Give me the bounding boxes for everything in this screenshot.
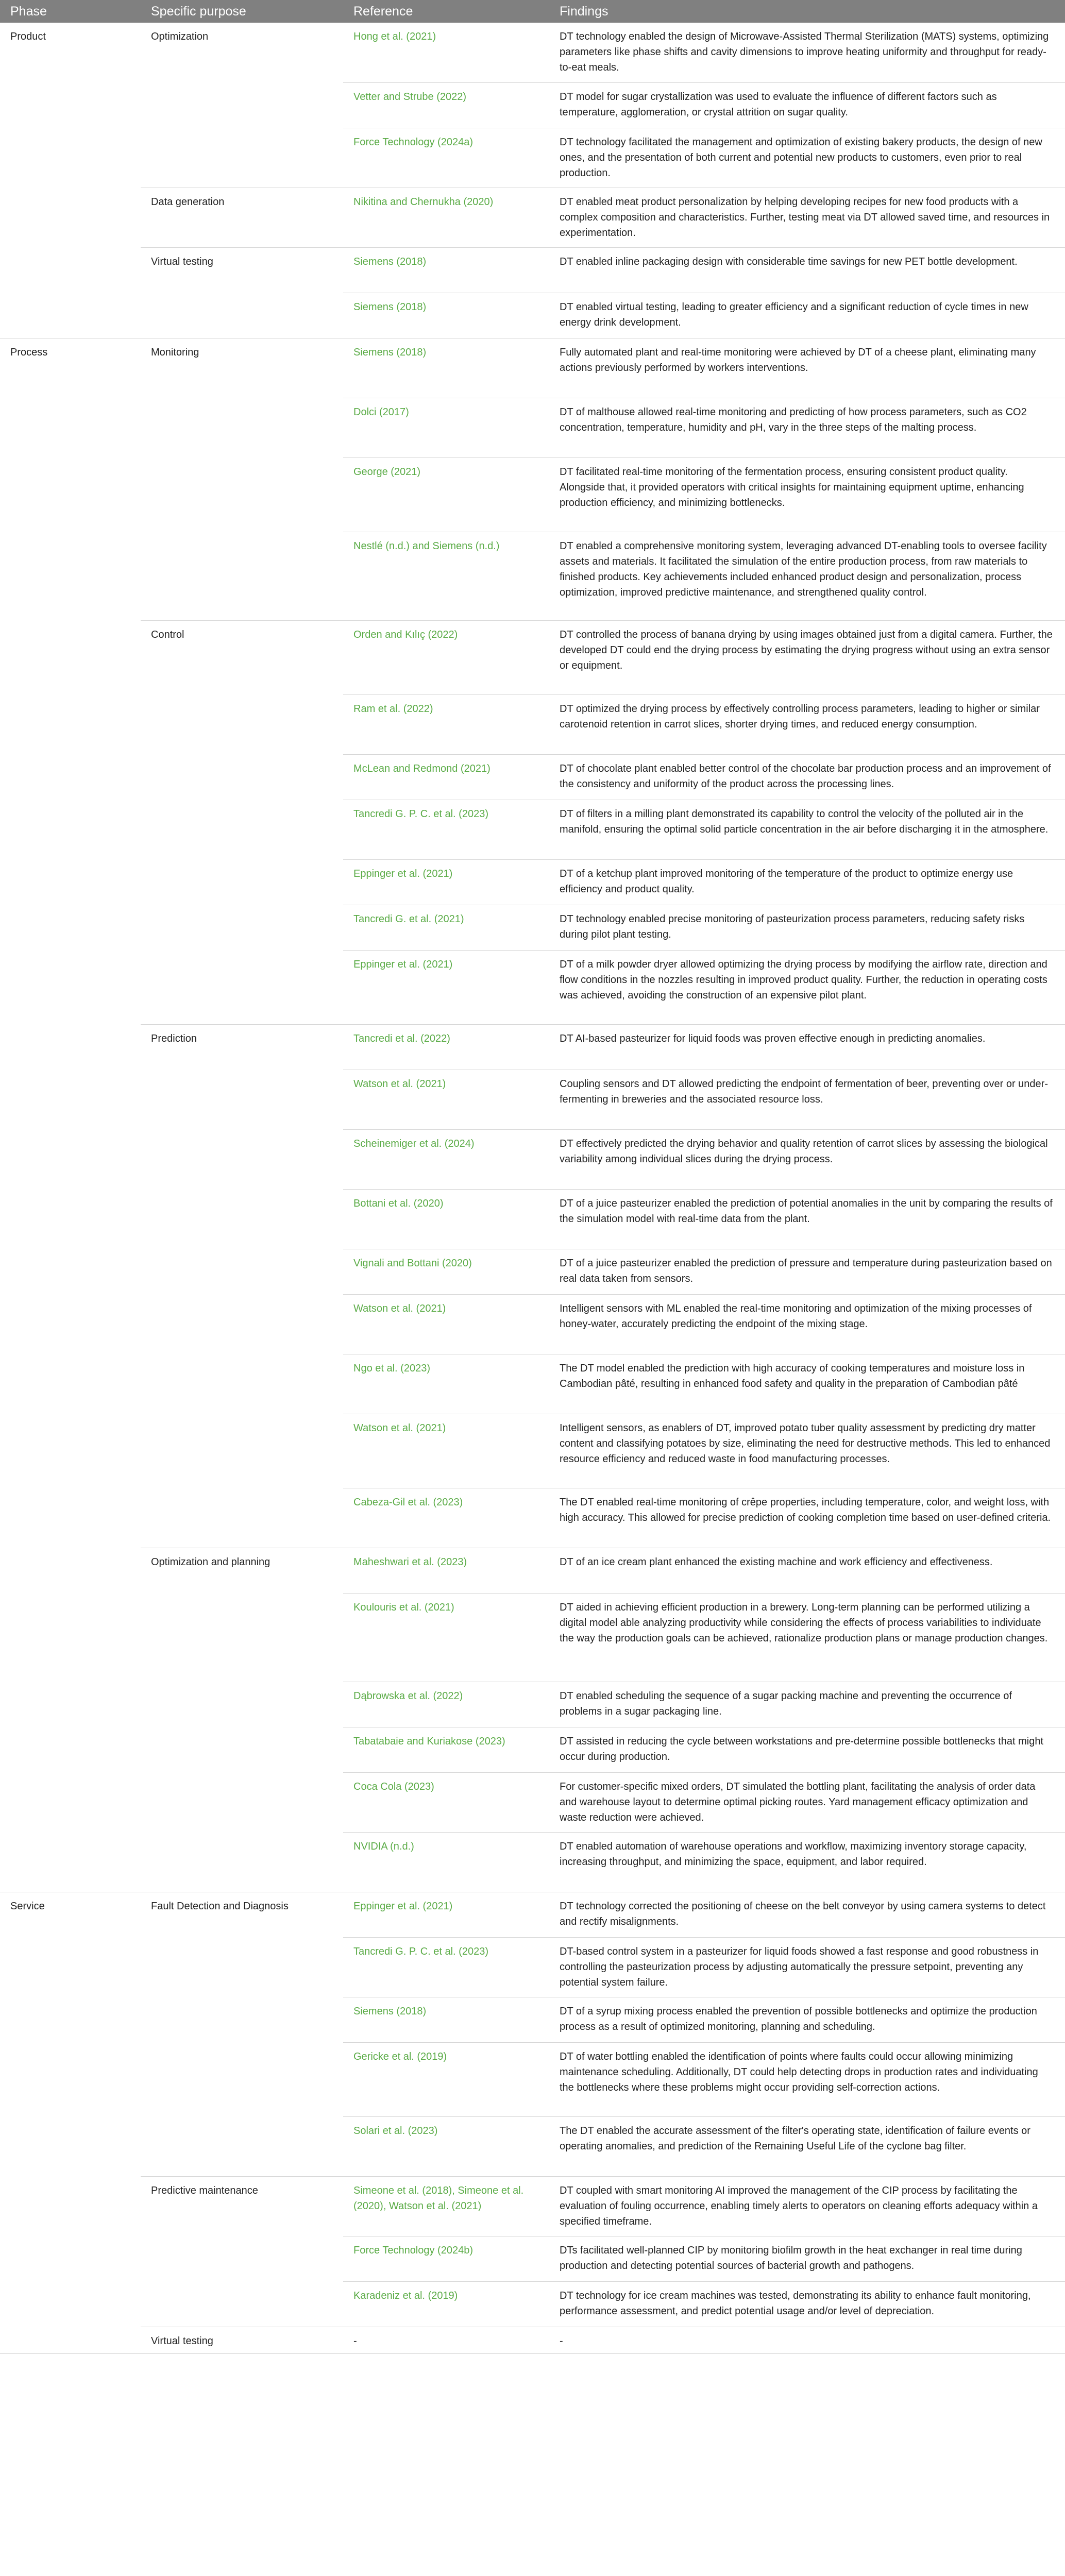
findings-cell: DT assisted in reducing the cycle between workstations and pre-determine possible bottlenecks that might occur during production. (549, 1727, 1065, 1772)
findings-cell: - (549, 2327, 1065, 2353)
findings-cell: DT optimized the drying process by effectively controlling process parameters, leading to higher or similar carotenoid retention in carrot slices, shorter drying times, and reduced energy consumption. (549, 694, 1065, 754)
reference-link[interactable]: Siemens (2018) (343, 338, 549, 398)
reference-link[interactable]: NVIDIA (n.d.) (343, 1832, 549, 1892)
findings-cell: DT enabled inline packaging design with considerable time savings for new PET bottle development. (549, 247, 1065, 293)
specific-purpose-cell: Virtual testing (141, 247, 343, 338)
table-row (0, 338, 1065, 398)
table-body (0, 23, 1065, 2353)
findings-cell: DT enabled automation of warehouse operations and workflow, maximizing inventory storage capacity, increasing throughput, and minimizing the space, equipment, and labor required. (549, 1832, 1065, 1892)
findings-cell: Intelligent sensors with ML enabled the real-time monitoring and optimization of the mixing processes of honey-water, accurately predicting the endpoint of the mixing stage. (549, 1294, 1065, 1354)
findings-cell: DT model for sugar crystallization was used to evaluate the influence of different factors such as temperature, agglomeration, or crystal attrition on sugar quality. (549, 82, 1065, 128)
specific-purpose-cell: Optimization and planning (141, 1548, 343, 1892)
reference-link[interactable]: Watson et al. (2021) (343, 1070, 549, 1129)
reference-link[interactable]: Watson et al. (2021) (343, 1294, 549, 1354)
reference-link[interactable]: Solari et al. (2023) (343, 2116, 549, 2176)
specific-purpose-cell: Optimization (141, 23, 343, 188)
header-findings: Findings (549, 0, 1065, 23)
table-header-row (0, 0, 1065, 23)
table-row (0, 247, 1065, 293)
findings-cell: DT technology enabled the design of Microwave-Assisted Thermal Sterilization (MATS) systems, optimizing parameters like phase shifts and cavity dimensions to improve heating uniformity and throughput for ready-to-eat meals. (549, 23, 1065, 82)
reference-link[interactable]: Dąbrowska et al. (2022) (343, 1682, 549, 1727)
specific-purpose-cell: Prediction (141, 1024, 343, 1548)
findings-cell: DT of chocolate plant enabled better control of the chocolate bar production process and an improvement of the consistency and uniformity of the product across the processing lines. (549, 754, 1065, 800)
findings-cell: DT of water bottling enabled the identification of points where faults could occur allowing minimizing maintenance scheduling. Additionally, DT could help detecting drops in production rates and individuating the bottlenecks where these problems might occur providing self-correction actions. (549, 2042, 1065, 2116)
findings-cell: Fully automated plant and real-time monitoring were achieved by DT of a cheese plant, eliminating many actions previously performed by workers interventions. (549, 338, 1065, 398)
reference-link[interactable]: Eppinger et al. (2021) (343, 859, 549, 905)
phase-cell: Process (0, 338, 141, 1892)
reference-link[interactable]: Eppinger et al. (2021) (343, 950, 549, 1024)
findings-cell: The DT model enabled the prediction with high accuracy of cooking temperatures and moisture loss in Cambodian pâté, resulting in enhanced food safety and quality in the preparation of Cambodian pâté (549, 1354, 1065, 1414)
reference-link[interactable]: Tancredi et al. (2022) (343, 1024, 549, 1070)
reference-link[interactable]: Hong et al. (2021) (343, 23, 549, 82)
reference-link[interactable]: Siemens (2018) (343, 1997, 549, 2042)
findings-cell: DT of a milk powder dryer allowed optimizing the drying process by modifying the airflow rate, direction and flow conditions in the nozzles resulting in improved product quality. Further, the reduction in operating costs was achieved, avoiding the construction of an expensive pilot plant. (549, 950, 1065, 1024)
findings-cell: DT enabled meat product personalization by helping developing recipes for new food products with a complex composition and characteristics. Further, testing meat via DT allowed saved time, and resources in experimentation. (549, 188, 1065, 247)
reference-link[interactable]: Nestlé (n.d.) and Siemens (n.d.) (343, 532, 549, 620)
reference-link[interactable]: George (2021) (343, 457, 549, 532)
findings-cell: DT of a juice pasteurizer enabled the prediction of potential anomalies in the unit by comparing the results of the simulation model with real-time data from the plant. (549, 1189, 1065, 1249)
findings-cell: For customer-specific mixed orders, DT simulated the bottling plant, facilitating the analysis of order data and warehouse layout to determine optimal picking routes. Yard management efficacy optimization and waste reduction were achieved. (549, 1772, 1065, 1832)
reference-link[interactable]: Force Technology (2024b) (343, 2236, 549, 2281)
reference-link[interactable]: Coca Cola (2023) (343, 1772, 549, 1832)
header-reference: Reference (343, 0, 549, 23)
specific-purpose-cell: Control (141, 620, 343, 1024)
findings-cell: DT effectively predicted the drying behavior and quality retention of carrot slices by assessing the biological variability among individual slices during the drying process. (549, 1129, 1065, 1189)
specific-purpose-cell: Data generation (141, 188, 343, 247)
reference-link[interactable]: Nikitina and Chernukha (2020) (343, 188, 549, 247)
findings-cell: DT-based control system in a pasteurizer for liquid foods showed a fast response and good robustness in controlling the pasteurization process by adjusting automatically the pressure setpoint, preventing any potential system failure. (549, 1937, 1065, 1997)
findings-cell: DT enabled scheduling the sequence of a sugar packing machine and preventing the occurrence of problems in a sugar packaging line. (549, 1682, 1065, 1727)
reference-link[interactable]: Orden and Kılıç (2022) (343, 620, 549, 694)
findings-cell: DT technology for ice cream machines was tested, demonstrating its ability to enhance fault monitoring, performance assessment, and predict potential usage and/or level of depreciation. (549, 2281, 1065, 2327)
reference-link[interactable]: Ngo et al. (2023) (343, 1354, 549, 1414)
reference-link[interactable]: Dolci (2017) (343, 398, 549, 457)
reference-link[interactable]: Koulouris et al. (2021) (343, 1593, 549, 1682)
reference-link[interactable]: Eppinger et al. (2021) (343, 1892, 549, 1937)
reference-link[interactable]: Ram et al. (2022) (343, 694, 549, 754)
reference-link[interactable]: Maheshwari et al. (2023) (343, 1548, 549, 1593)
findings-cell: DT enabled virtual testing, leading to greater efficiency and a significant reduction of cycle times in new energy drink development. (549, 293, 1065, 338)
reference-link[interactable]: Tancredi G. P. C. et al. (2023) (343, 1937, 549, 1997)
specific-purpose-cell: Fault Detection and Diagnosis (141, 1892, 343, 2176)
table-row (0, 188, 1065, 247)
specific-purpose-cell: Virtual testing (141, 2327, 343, 2353)
findings-cell: DT of a ketchup plant improved monitoring of the temperature of the product to optimize energy use efficiency and product quality. (549, 859, 1065, 905)
findings-cell: DT technology corrected the positioning of cheese on the belt conveyor by using camera systems to detect and rectify misalignments. (549, 1892, 1065, 1937)
reference-link[interactable]: Scheinemiger et al. (2024) (343, 1129, 549, 1189)
findings-cell: DT of a syrup mixing process enabled the prevention of possible bottlenecks and optimize the production process as a result of optimized monitoring, planning and scheduling. (549, 1997, 1065, 2042)
reference-link[interactable]: Cabeza-Gil et al. (2023) (343, 1488, 549, 1548)
findings-cell: DT of an ice cream plant enhanced the existing machine and work efficiency and effectiveness. (549, 1548, 1065, 1593)
reference-link[interactable]: Tabatabaie and Kuriakose (2023) (343, 1727, 549, 1772)
specific-purpose-cell: Predictive maintenance (141, 2176, 343, 2327)
findings-cell: DT aided in achieving efficient production in a brewery. Long-term planning can be performed utilizing a digital model able analyzing productivity while considering the effects of process variabilities to individuate the way the production goals can be achieved, rationalize production plans or manage production changes. (549, 1593, 1065, 1682)
header-specific-purpose: Specific purpose (141, 0, 343, 23)
findings-cell: DT of malthouse allowed real-time monitoring and predicting of how process parameters, such as CO2 concentration, temperature, humidity and pH, vary in the three steps of the malting process. (549, 398, 1065, 457)
table-row (0, 23, 1065, 82)
findings-cell: DT technology facilitated the management and optimization of existing bakery products, the design of new ones, and the presentation of both current and potential new products to customers, even prior to real production. (549, 128, 1065, 188)
phase-cell: Product (0, 23, 141, 338)
reference-link[interactable]: Karadeniz et al. (2019) (343, 2281, 549, 2327)
findings-cell: DT of filters in a milling plant demonstrated its capability to control the velocity of the polluted air in the manifold, ensuring the optimal solid particle concentration in the air before discharging it in the atmosphere. (549, 800, 1065, 859)
findings-cell: DT coupled with smart monitoring AI improved the management of the CIP process by facilitating the evaluation of fouling occurrence, enabling timely alerts to operators on cleaning efforts adequacy within a specified timeframe. (549, 2176, 1065, 2236)
findings-cell: DT facilitated real-time monitoring of the fermentation process, ensuring consistent product quality. Alongside that, it provided operators with critical insights for maintaining equipment uptime, enhancing production efficiency, and minimizing bottlenecks. (549, 457, 1065, 532)
reference-link[interactable]: Watson et al. (2021) (343, 1414, 549, 1488)
reference-link[interactable]: Gericke et al. (2019) (343, 2042, 549, 2116)
findings-cell: Coupling sensors and DT allowed predicting the endpoint of fermentation of beer, preventing over or under-fermenting in breweries and the associated resource loss. (549, 1070, 1065, 1129)
findings-cell: The DT enabled real-time monitoring of crêpe properties, including temperature, color, and weight loss, with high accuracy. This allowed for precise prediction of cooking completion time based on user-defined criteria. (549, 1488, 1065, 1548)
reference-link[interactable]: Vignali and Bottani (2020) (343, 1249, 549, 1294)
findings-cell: DT enabled a comprehensive monitoring system, leveraging advanced DT-enabling tools to oversee facility assets and materials. It facilitated the simulation of the entire production process, from raw materials to finished products. Key achievements included enhanced product design and personalization, process optimization, improved predictive maintenance, and strengthened quality control. (549, 532, 1065, 620)
reference-link[interactable]: Bottani et al. (2020) (343, 1189, 549, 1249)
findings-cell: The DT enabled the accurate assessment of the filter's operating state, identification of failure events or operating anomalies, and prediction of the Remaining Useful Life of the cyclone bag filter. (549, 2116, 1065, 2176)
findings-cell: DT of a juice pasteurizer enabled the prediction of pressure and temperature during pasteurization based on real data taken from sensors. (549, 1249, 1065, 1294)
findings-cell: DT controlled the process of banana drying by using images obtained just from a digital camera. Further, the developed DT could end the drying process by estimating the drying progress without using an extra sensor or equipment. (549, 620, 1065, 694)
reference-link[interactable]: Simeone et al. (2018), Simeone et al. (2020), Watson et al. (2021) (343, 2176, 549, 2236)
table-row (0, 1024, 1065, 1070)
specific-purpose-cell: Monitoring (141, 338, 343, 620)
reference-link[interactable]: Force Technology (2024a) (343, 128, 549, 188)
findings-cell: DT technology enabled precise monitoring of pasteurization process parameters, reducing safety risks during pilot plant testing. (549, 905, 1065, 950)
table-row (0, 1548, 1065, 1593)
header-phase: Phase (0, 0, 141, 23)
reference-link[interactable]: Siemens (2018) (343, 247, 549, 293)
reference-link[interactable]: McLean and Redmond (2021) (343, 754, 549, 800)
table-row (0, 1892, 1065, 1937)
reference-link[interactable]: Vetter and Strube (2022) (343, 82, 549, 128)
findings-cell: DTs facilitated well-planned CIP by monitoring biofilm growth in the heat exchanger in real time during production and detecting potential sources of bacterial growth and pathogens. (549, 2236, 1065, 2281)
findings-cell: Intelligent sensors, as enablers of DT, improved potato tuber quality assessment by predicting dry matter content and classifying potatoes by size, eliminating the need for destructive methods. This led to enhanced resource efficiency and reduced waste in food manufacturing processes. (549, 1414, 1065, 1488)
reference-link[interactable]: Tancredi G. P. C. et al. (2023) (343, 800, 549, 859)
reference-link[interactable]: Tancredi G. et al. (2021) (343, 905, 549, 950)
reference-link[interactable]: Siemens (2018) (343, 293, 549, 338)
findings-cell: DT AI-based pasteurizer for liquid foods was proven effective enough in predicting anomalies. (549, 1024, 1065, 1070)
phase-cell: Service (0, 1892, 141, 2353)
table-row (0, 620, 1065, 694)
table-row (0, 2327, 1065, 2353)
table-row (0, 2176, 1065, 2236)
reference-link: - (343, 2327, 549, 2353)
